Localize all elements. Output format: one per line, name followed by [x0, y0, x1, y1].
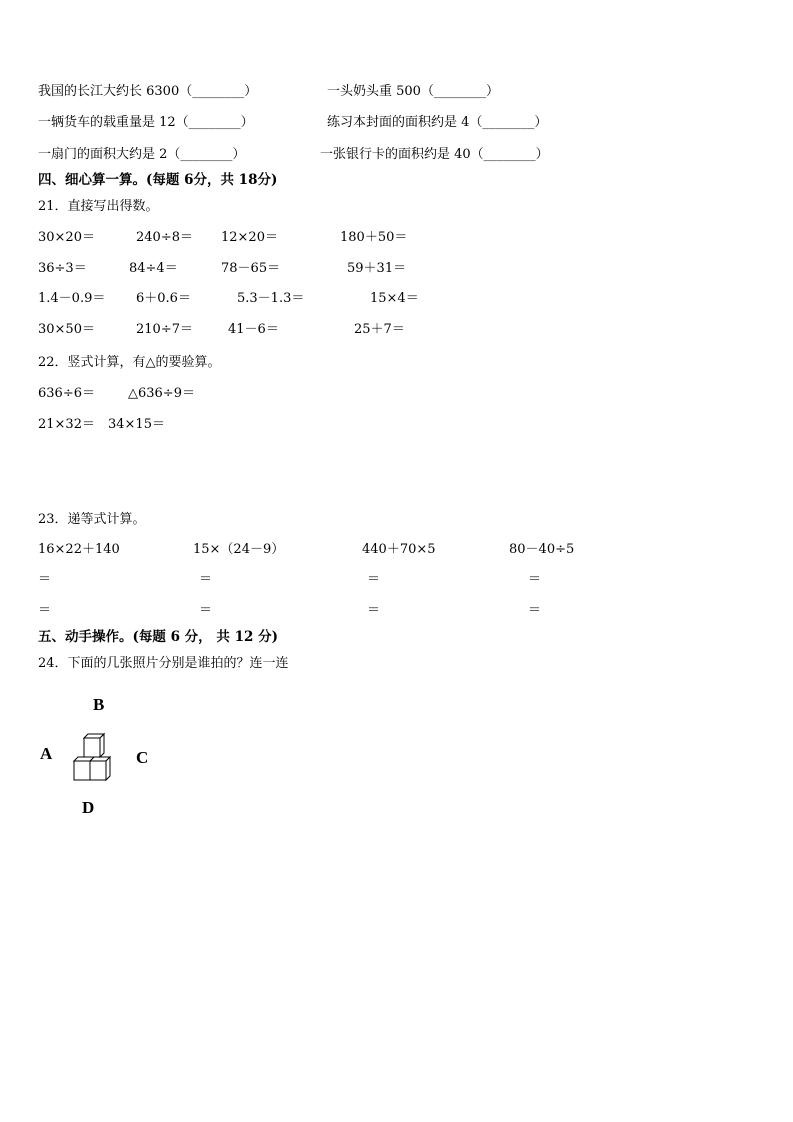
q23-expr: 15×（24－9）: [193, 542, 285, 557]
q23-expr: 16×22＋140: [38, 542, 120, 557]
blank-item-3: 一辆货车的载重量是 12（________）: [38, 115, 254, 130]
q23-equals: ＝: [528, 572, 542, 587]
q21-cell: 78－65＝: [221, 261, 281, 276]
q21-cell: 240÷8＝: [136, 230, 193, 245]
q21-cell: 1.4－0.9＝: [38, 291, 106, 306]
q21-cell: 30×20＝: [38, 230, 95, 245]
blank-item-6: 一张银行卡的面积约是 40（________）: [320, 147, 549, 162]
q23-expr: 80－40÷5: [509, 542, 575, 557]
cube-face: [74, 761, 90, 780]
q21-cell: 84÷4＝: [129, 261, 178, 276]
blank-item-2: 一头奶头重 500（________）: [327, 84, 499, 99]
q21-cell: 210÷7＝: [136, 322, 193, 337]
question-21-title: 21．直接写出得数。: [38, 199, 159, 214]
q21-cell: 59＋31＝: [347, 261, 407, 276]
view-label-c: C: [136, 748, 149, 767]
q21-cell: 180＋50＝: [340, 230, 408, 245]
q22-expr: 21×32＝: [38, 417, 95, 432]
section-heading-5: 五、动手操作。(每题 6 分， 共 12 分): [38, 629, 278, 645]
blank-item-1: 我国的长江大约长 6300（________）: [38, 84, 258, 99]
q23-expr: 440＋70×5: [362, 542, 436, 557]
cube-face: [90, 761, 106, 780]
q23-equals: ＝: [367, 603, 381, 618]
cube-face: [74, 757, 94, 761]
q23-equals: ＝: [367, 572, 381, 587]
q21-cell: 25＋7＝: [354, 322, 405, 337]
q21-cell: 30×50＝: [38, 322, 95, 337]
q21-cell: 15×4＝: [370, 291, 419, 306]
section-heading-4: 四、细心算一算。(每题 6分，共 18分): [38, 172, 278, 188]
cube-face: [84, 738, 100, 757]
q22-expr: 34×15＝: [108, 417, 165, 432]
view-label-a: A: [40, 744, 53, 763]
q23-equals: ＝: [199, 603, 213, 618]
cube-face: [100, 734, 104, 757]
blank-item-4: 练习本封面的面积约是 4（________）: [327, 115, 548, 130]
view-label-b: B: [93, 695, 105, 714]
q21-cell: 5.3－1.3＝: [237, 291, 305, 306]
cube-stack-figure: [70, 728, 122, 784]
q22-expr: △636÷9＝: [128, 386, 195, 401]
q21-cell: 41－6＝: [228, 322, 279, 337]
blank-item-5: 一扇门的面积大约是 2（________）: [38, 147, 246, 162]
q21-cell: 6＋0.6＝: [136, 291, 191, 306]
q23-equals: ＝: [38, 603, 52, 618]
q21-cell: 12×20＝: [221, 230, 278, 245]
q22-expr: 636÷6＝: [38, 386, 95, 401]
question-23-title: 23．递等式计算。: [38, 512, 146, 527]
cube-face: [106, 757, 110, 780]
q23-equals: ＝: [199, 572, 213, 587]
question-24-title: 24．下面的几张照片分别是谁拍的？连一连: [38, 656, 289, 671]
question-22-title: 22．竖式计算，有△的要验算。: [38, 355, 221, 370]
q21-cell: 36÷3＝: [38, 261, 87, 276]
q23-equals: ＝: [38, 572, 52, 587]
q23-equals: ＝: [528, 603, 542, 618]
view-label-d: D: [82, 798, 95, 817]
